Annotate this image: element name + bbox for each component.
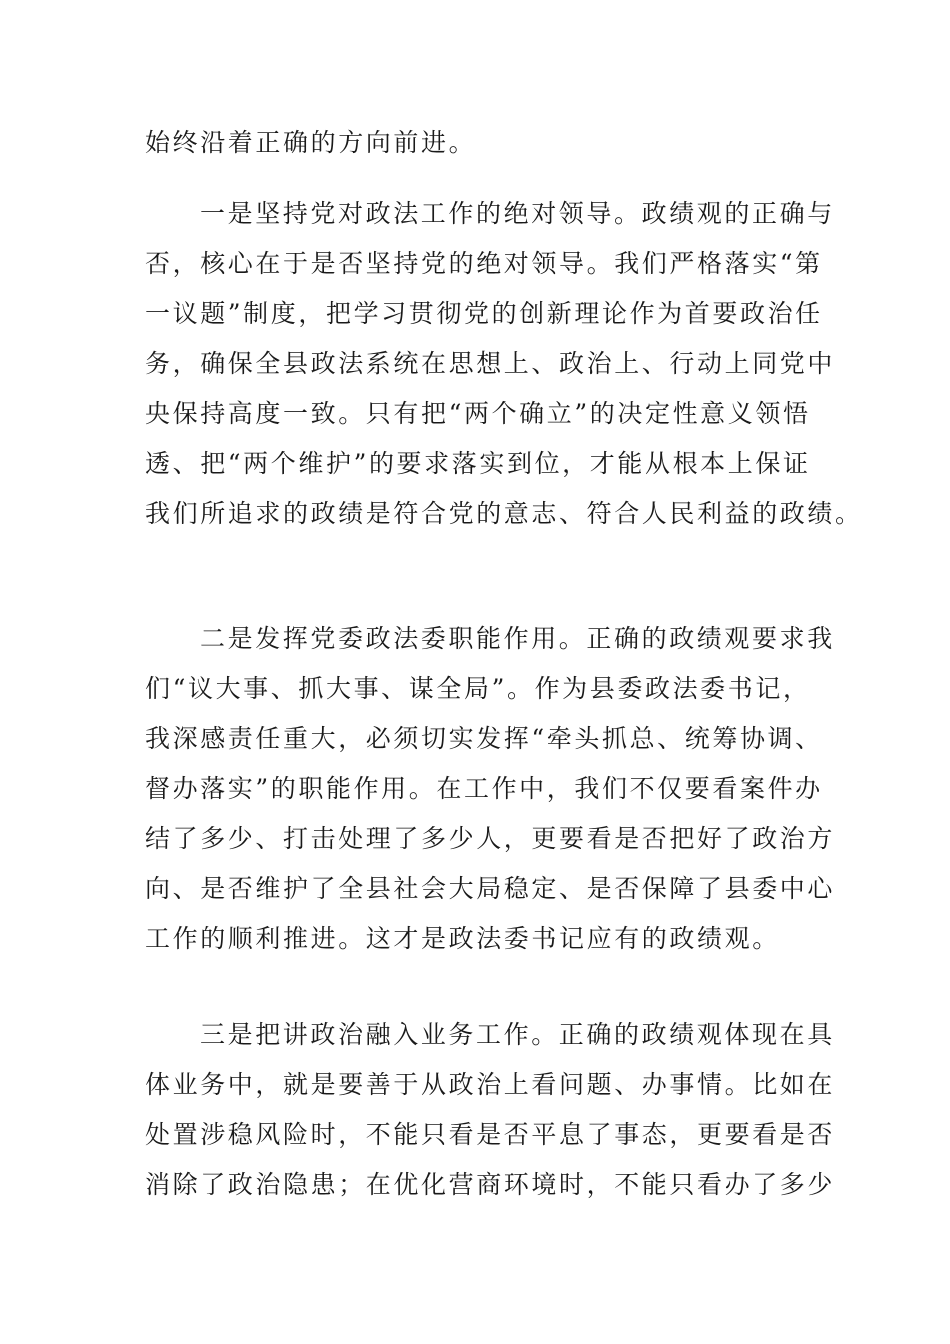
- text-line: 工作的顺利推进。这才是政法委书记应有的政绩观。: [145, 924, 780, 953]
- text-line: 透、把“两个维护”的要求落实到位，才能从根本上保证: [145, 449, 811, 478]
- text-line: 处置涉稳风险时，不能只看是否平息了事态，更要看是否: [145, 1120, 836, 1149]
- text-line: 央保持高度一致。只有把“两个确立”的决定性意义领悟: [145, 399, 811, 428]
- paragraph-continuation: [145, 118, 815, 168]
- text-line: 务，确保全县政法系统在思想上、政治上、行动上同党中: [145, 349, 836, 378]
- text-line: 一议题”制度，把学习贯彻党的创新理论作为首要政治任: [145, 299, 823, 328]
- text-line: 督办落实”的职能作用。在工作中，我们不仅要看案件办: [145, 774, 823, 803]
- text-line: 一是坚持党对政法工作的绝对领导。政绩观的正确与: [200, 199, 835, 228]
- text-line: 否，核心在于是否坚持党的绝对领导。我们严格落实“第: [145, 249, 823, 278]
- text-line: 结了多少、打击处理了多少人，更要看是否把好了政治方: [145, 824, 836, 853]
- paragraph-committee-role: [145, 614, 836, 964]
- text-line: 消除了政治隐患；在优化营商环境时，不能只看办了多少: [145, 1170, 836, 1199]
- text-line: 体业务中，就是要善于从政治上看问题、办事情。比如在: [145, 1070, 836, 1099]
- paragraph-politics-in-business: [145, 1010, 836, 1210]
- text-line: 三是把讲政治融入业务工作。正确的政绩观体现在具: [200, 1020, 835, 1049]
- paragraph-party-leadership: [145, 189, 863, 539]
- text-line: 我们所追求的政绩是符合党的意志、符合人民利益的政绩。: [145, 499, 863, 528]
- text-line: 我深感责任重大，必须切实发挥“牵头抓总、统筹协调、: [145, 724, 823, 753]
- text-line: 向、是否维护了全县社会大局稳定、是否保障了县委中心: [145, 874, 836, 903]
- text-line: 们“议大事、抓大事、谋全局”。作为县委政法委书记，: [145, 674, 811, 703]
- text-line: 二是发挥党委政法委职能作用。正确的政绩观要求我: [200, 624, 835, 653]
- text-line: 始终沿着正确的方向前进。: [145, 128, 477, 157]
